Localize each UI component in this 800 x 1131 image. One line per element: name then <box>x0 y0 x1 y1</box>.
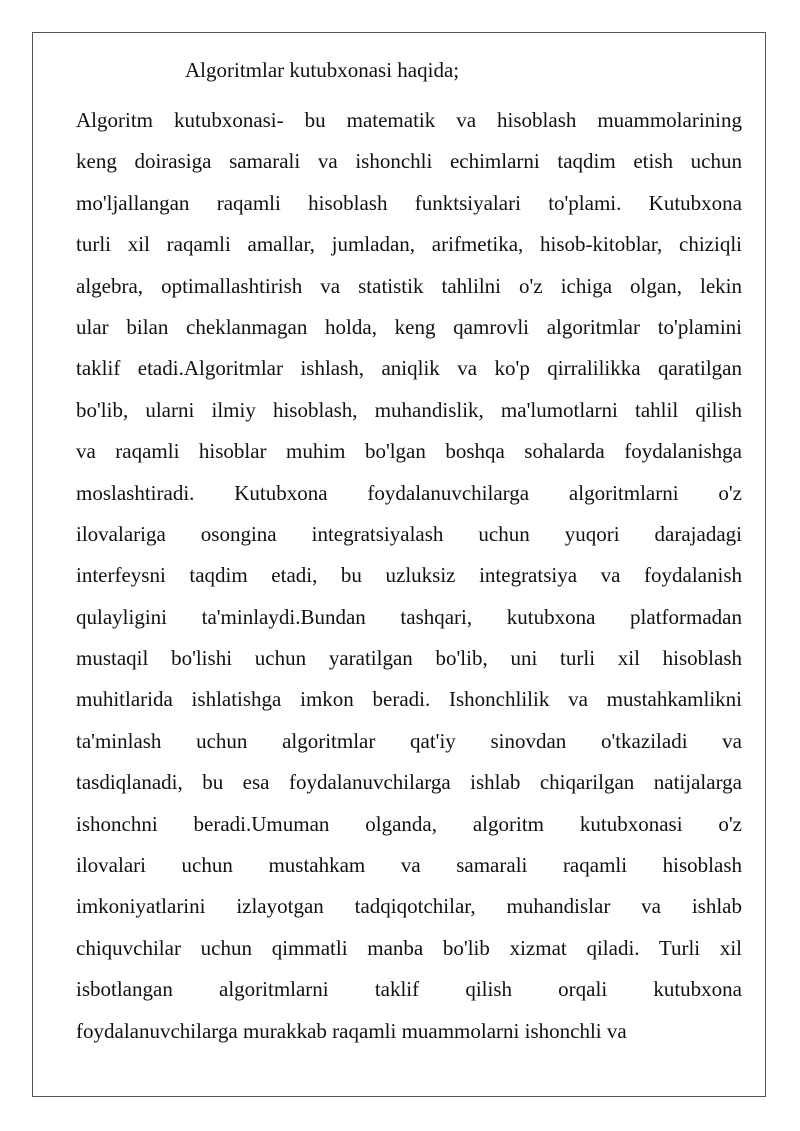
body-line: isbotlangan algoritmlarni taklif qilish orqali kutubxona <box>76 977 742 1002</box>
body-line: moslashtiradi. Kutubxona foydalanuvchilarga algoritmlarni o'z <box>76 480 742 505</box>
body-line: mustaqil bo'lishi uchun yaratilgan bo'lib, uni turli xil hisoblash <box>76 646 742 671</box>
body-line: imkoniyatlarini izlayotgan tadqiqotchilar, muhandislar va ishlab <box>76 894 742 919</box>
body-line: keng doirasiga samarali va ishonchli echimlarni taqdim etish uchun <box>76 149 742 174</box>
document-body <box>76 100 742 1052</box>
body-line: ishonchni beradi.Umuman olganda, algoritm kutubxonasi o'z <box>76 811 742 836</box>
body-line: chiquvchilar uchun qimmatli manba bo'lib xizmat qiladi. Turli xil <box>76 935 742 960</box>
body-line: ilovalari uchun mustahkam va samarali raqamli hisoblash <box>76 853 742 878</box>
body-line: va raqamli hisoblar muhim bo'lgan boshqa sohalarda foydalanishga <box>76 439 742 464</box>
body-line: muhitlarida ishlatishga imkon beradi. Ishonchlilik va mustahkamlikni <box>76 687 742 712</box>
body-line: algebra, optimallashtirish va statistik tahlilni o'z ichiga olgan, lekin <box>76 273 742 298</box>
body-line: interfeysni taqdim etadi, bu uzluksiz integratsiya va foydalanish <box>76 563 742 588</box>
body-line: qulayligini ta'minlaydi.Bundan tashqari, kutubxona platformadan <box>76 604 742 629</box>
body-line: ta'minlash uchun algoritmlar qat'iy sinovdan o'tkaziladi va <box>76 728 742 753</box>
body-line: mo'ljallangan raqamli hisoblash funktsiyalari to'plami. Kutubxona <box>76 190 742 215</box>
body-line: foydalanuvchilarga murakkab raqamli muammolarni ishonchli va <box>76 1018 627 1043</box>
document-title: Algoritmlar kutubxonasi haqida; <box>185 58 460 82</box>
body-line: ilovalariga osongina integratsiyalash uchun yuqori darajadagi <box>76 521 742 546</box>
body-line: ular bilan cheklanmagan holda, keng qamrovli algoritmlar to'plamini <box>76 314 742 339</box>
body-line: turli xil raqamli amallar, jumladan, arifmetika, hisob-kitoblar, chiziqli <box>76 232 742 257</box>
body-line: taklif etadi.Algoritmlar ishlash, aniqlik va ko'p qirralilikka qaratilgan <box>76 356 742 381</box>
body-line: tasdiqlanadi, bu esa foydalanuvchilarga ishlab chiqarilgan natijalarga <box>76 770 742 795</box>
body-line: Algoritm kutubxonasi- bu matematik va hisoblash muammolarining <box>76 108 742 132</box>
body-line: bo'lib, ularni ilmiy hisoblash, muhandislik, ma'lumotlarni tahlil qilish <box>76 397 742 422</box>
